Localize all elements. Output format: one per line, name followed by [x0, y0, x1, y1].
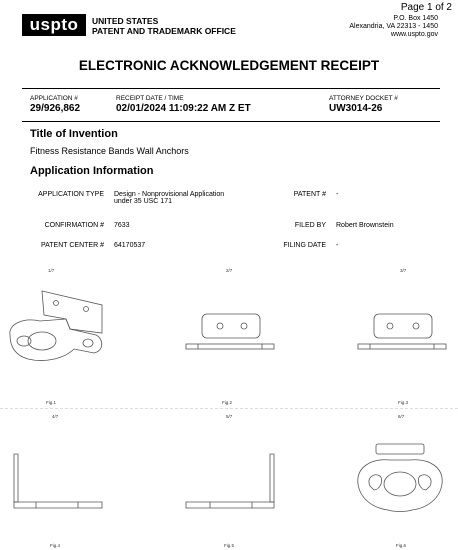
uspto-logo: uspto	[22, 14, 86, 36]
figure-label-2: Fig.2	[222, 400, 233, 405]
sheet-row-divider	[0, 408, 458, 409]
patent-center-number: 64170537	[114, 242, 146, 249]
page-number: Page 1 of 2	[400, 2, 452, 13]
sheet-number-3: 3/7	[400, 268, 407, 273]
figure-label-6: Fig.6	[396, 543, 407, 548]
sheet-number-6: 6/7	[398, 414, 405, 419]
sheet-number-2: 2/7	[226, 268, 233, 273]
address-line-2: Alexandria, VA 22313 - 1450	[349, 23, 438, 30]
agency-line-2: PATENT AND TRADEMARK OFFICE	[92, 26, 236, 36]
header-rule-bottom	[22, 121, 440, 122]
filed-by: Robert Brownstein	[336, 222, 394, 229]
figure-label-5: Fig.5	[224, 543, 235, 548]
figure-label-3: Fig.3	[398, 400, 409, 405]
patent-number-label: PATENT #	[293, 191, 326, 198]
application-type-line-2: under 35 USC 171	[114, 198, 172, 205]
address-line-3: www.uspto.gov	[390, 31, 438, 38]
application-type-label: APPLICATION TYPE	[38, 191, 104, 198]
document-title: ELECTRONIC ACKNOWLEDGEMENT RECEIPT	[78, 58, 380, 73]
confirmation-label: CONFIRMATION #	[44, 222, 104, 229]
agency-name	[92, 16, 236, 36]
receipt-date-label: RECEIPT DATE / TIME	[116, 95, 184, 102]
patent-number: -	[336, 191, 339, 198]
address-line-1: P.O. Box 1450	[393, 15, 438, 22]
attorney-docket: UW3014-26	[329, 103, 383, 114]
sheet-number-1: 1/7	[48, 268, 55, 273]
mailing-address	[349, 15, 438, 39]
figure-3-drawing	[354, 308, 450, 356]
header-rule-top	[22, 88, 440, 89]
agency-line-1: UNITED STATES	[92, 16, 159, 26]
figure-6-drawing	[350, 440, 450, 520]
receipt-date: 02/01/2024 11:09:22 AM Z ET	[116, 103, 251, 114]
patent-center-label: PATENT CENTER #	[40, 242, 104, 249]
application-type	[114, 191, 224, 205]
figure-2-drawing	[180, 308, 280, 356]
filing-date: -	[336, 242, 339, 249]
attorney-docket-label: ATTORNEY DOCKET #	[329, 95, 398, 102]
sheet-number-5: 5/7	[226, 414, 233, 419]
application-number-label: APPLICATION #	[30, 95, 78, 102]
application-info-heading: Application Information	[30, 165, 154, 177]
figure-5-drawing	[180, 450, 280, 514]
figure-1-drawing	[4, 285, 114, 370]
figure-4-drawing	[8, 450, 108, 514]
invention-heading: Title of Invention	[30, 128, 118, 140]
invention-title: Fitness Resistance Bands Wall Anchors	[30, 146, 189, 156]
confirmation-number: 7633	[114, 222, 130, 229]
figure-label-1: Fig.1	[46, 400, 57, 405]
application-type-line-1: Design - Nonprovisional Application	[114, 191, 225, 198]
filing-date-label: FILING DATE	[283, 242, 326, 249]
application-number: 29/926,862	[30, 103, 81, 114]
filed-by-label: FILED BY	[294, 222, 326, 229]
sheet-number-4: 4/7	[52, 414, 59, 419]
figure-label-4: Fig.4	[50, 543, 61, 548]
